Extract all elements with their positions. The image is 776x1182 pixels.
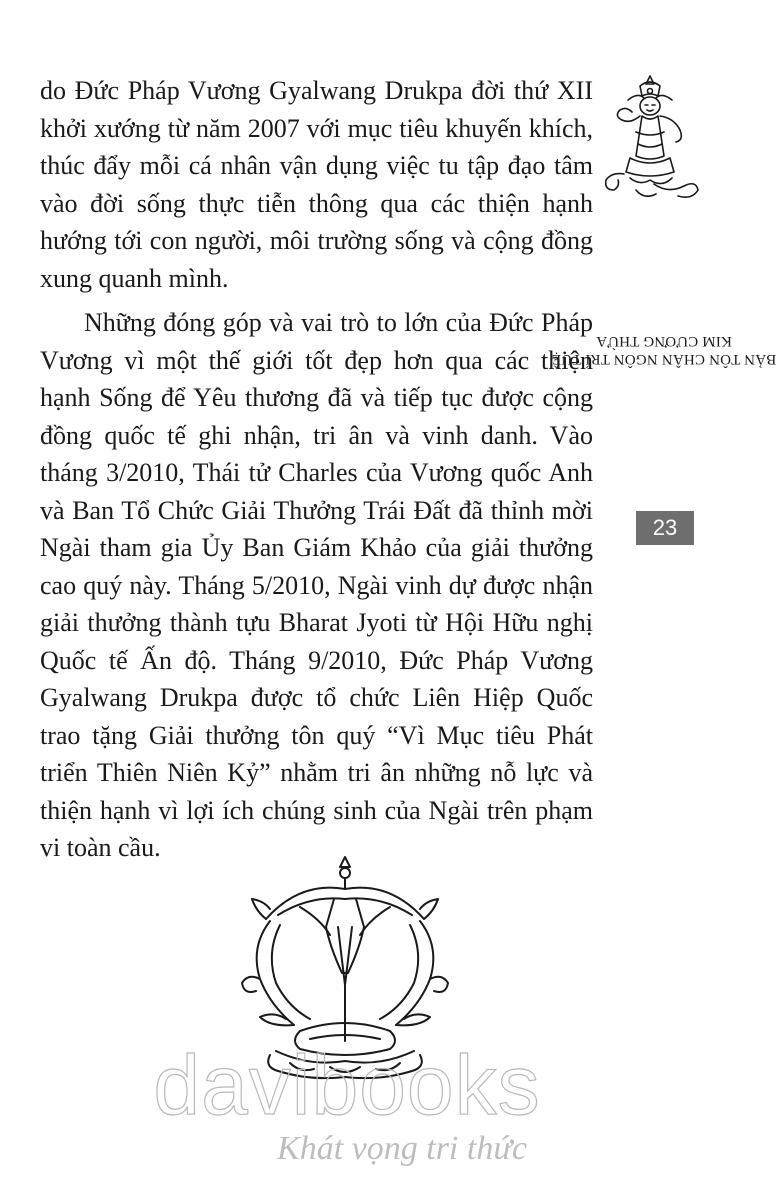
watermark-tagline: Khát vọng tri thức: [277, 1130, 527, 1167]
watermark-brand: davibooks: [153, 1038, 541, 1132]
page-number: 23: [636, 511, 694, 545]
parasol-ornament-icon: [230, 855, 460, 1085]
deity-ornament-icon: [600, 72, 700, 207]
paragraph-1: do Đức Pháp Vương Gyalwang Drukpa đời thứ XII khởi xướng từ năm 2007 với mục tiêu khuyến khích, thúc đẩy mỗi cá nhân vận dụng việc tu tập đạo tâm vào đời sống thực tiễn thông qua các thiện hạnh hướng tới con người, môi trường sống và cộng đồng xung quanh mình.: [40, 76, 593, 293]
running-title-line-2: KIM CƯƠNG THỪA: [596, 333, 732, 349]
running-title-line-1: BẢN TÔN CHÂN NGÔN TRÍ TUỆ: [551, 351, 776, 367]
body-text: [40, 72, 593, 874]
paragraph-2: Những đóng góp và vai trò to lớn của Đức Pháp Vương vì một thế giới tốt đẹp hơn qua các thiện hạnh Sống để Yêu thương đã và tiếp tục được cộng đồng quốc tế ghi nhận, tri ân và vinh danh. Vào tháng 3/2010, Thái tử Charles của Vương quốc Anh và Ban Tổ Chức Giải Thưởng Trái Đất đã thỉnh mời Ngài tham gia Ủy Ban Giám Khảo của giải thưởng cao quý này. Tháng 5/2010, Ngài vinh dự được nhận giải thưởng thành tựu Bharat Jyoti từ Hội Hữu nghị Quốc tế Ấn độ. Tháng 9/2010, Đức Pháp Vương Gyalwang Drukpa được tổ chức Liên Hiệp Quốc trao tặng Giải thưởng tôn quý “Vì Mục tiêu Phát triển Thiên Niên Kỷ” nhằm tri ân những nỗ lực và thiện hạnh vì lợi ích chúng sinh của Ngài trên phạm vi toàn cầu.: [40, 308, 593, 862]
running-book-title: [551, 200, 776, 500]
